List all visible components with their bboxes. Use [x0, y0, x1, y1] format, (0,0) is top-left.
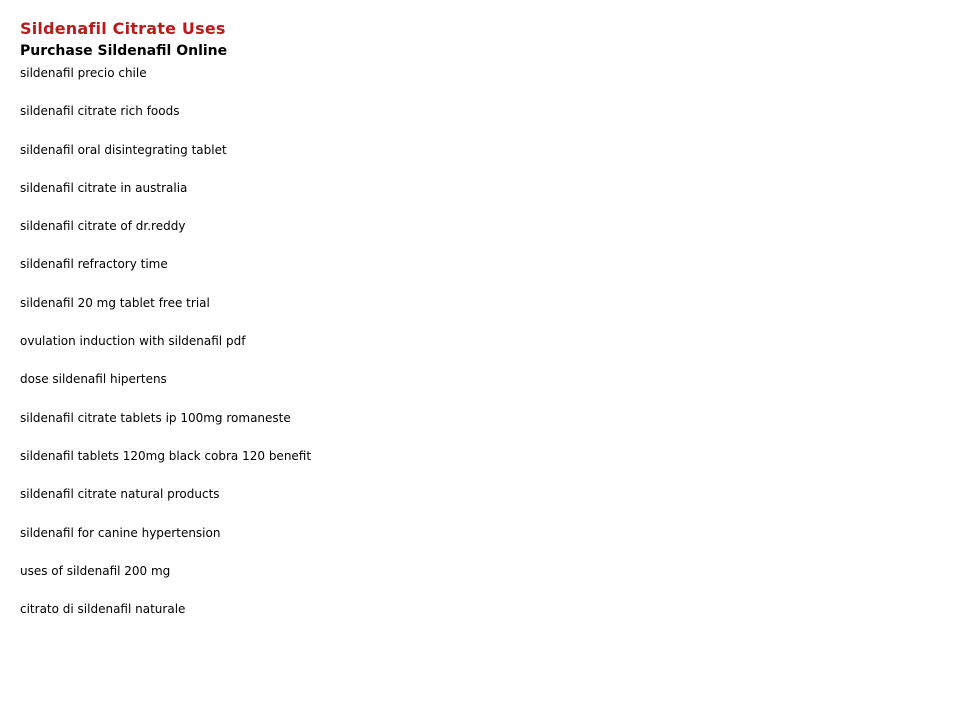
- list-item: sildenafil precio chile: [20, 66, 147, 80]
- page-title: Sildenafil Citrate Uses: [20, 19, 226, 38]
- list-item: sildenafil 20 mg tablet free trial: [20, 295, 210, 310]
- list-item: sildenafil citrate tablets ip 100mg romaneste: [20, 410, 291, 425]
- list-item: uses of sildenafil 200 mg: [20, 563, 171, 578]
- list-item: sildenafil tablets 120mg black cobra 120 benefit: [20, 448, 312, 463]
- list-item: sildenafil refractory time: [20, 257, 168, 272]
- item-list: [20, 65, 940, 617]
- list-item: ovulation induction with sildenafil pdf: [20, 334, 246, 349]
- list-item: sildenafil citrate of dr.reddy: [20, 219, 186, 234]
- list-item: sildenafil for canine hypertension: [20, 525, 221, 540]
- list-item: sildenafil citrate rich foods: [20, 104, 180, 119]
- page-content: [20, 19, 940, 639]
- list-item: sildenafil citrate natural products: [20, 487, 220, 502]
- list-item: sildenafil citrate in australia: [20, 180, 188, 195]
- list-item: dose sildenafil hipertens: [20, 372, 167, 387]
- page-subtitle: Purchase Sildenafil Online: [20, 43, 228, 59]
- list-item: sildenafil oral disintegrating tablet: [20, 142, 227, 157]
- list-item: citrato di sildenafil naturale: [20, 602, 186, 617]
